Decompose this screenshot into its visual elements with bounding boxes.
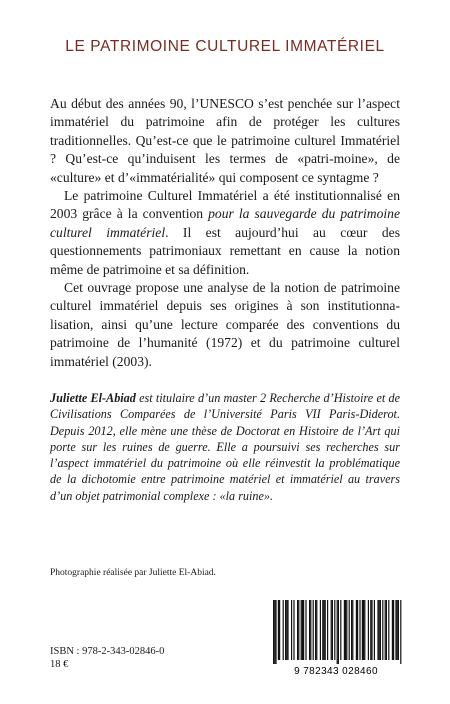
barcode-bar — [371, 600, 372, 660]
barcode-bar — [310, 600, 311, 660]
barcode-bar — [305, 600, 306, 660]
barcode-bar — [316, 600, 317, 660]
barcode-bar — [368, 600, 369, 660]
barcode-bar — [274, 600, 275, 664]
book-title: LE PATRIMOINE CULTUREL IMMATÉRIEL — [65, 38, 385, 55]
barcode-bar — [297, 600, 298, 660]
barcode-bar — [398, 600, 399, 660]
barcode-bar — [340, 600, 341, 660]
barcode-bar — [364, 600, 365, 660]
barcode-bar — [327, 600, 328, 660]
author-bio — [50, 390, 400, 504]
barcode-bar — [279, 600, 280, 660]
barcode-bar — [357, 600, 358, 660]
barcode-bar — [278, 600, 279, 660]
isbn-number: ISBN : 978-2-343-02846-0 — [50, 646, 165, 657]
barcode-bar — [388, 600, 389, 660]
barcode-bar — [362, 600, 363, 660]
barcode-bar — [349, 600, 350, 660]
barcode-bar — [302, 600, 303, 660]
author-bio-text: est titulaire d’un master 2 Recherche d’Histoire et de Civilisations Comparées de l’Université Paris VII Paris-Diderot. Depuis 2012, elle mène une thèse de Doctorat en Histoire de l’Art qui porte sur les ruines de guerre. Elle a poursuivi ses recherches sur l’aspect immatériel du patrimoine où elle réinvestit la problématique de la dichotomie entre patrimoine matériel et immatériel au travers d’un objet patrimonial complexe : «la ruine». — [50, 391, 400, 503]
barcode-bar — [380, 600, 381, 660]
barcode-bar — [345, 600, 346, 660]
paragraph-2-tail: . Il est aujourd’hui au cœur des questionnements patrimoniaux remettant en cause la notion même de patrimoine et sa définition. — [50, 224, 400, 277]
convention-title: pour la sauvegarde du patrimoine culturel immatériel — [50, 206, 400, 240]
barcode-bar — [285, 600, 286, 660]
barcode-bar — [382, 600, 383, 660]
barcode-bar — [287, 600, 288, 660]
barcode-bar — [379, 600, 380, 660]
barcode-bar — [323, 600, 324, 660]
barcode-bar — [385, 600, 386, 660]
barcode-bar — [309, 600, 310, 660]
barcode-bar — [363, 600, 364, 660]
barcode-bar — [344, 600, 345, 660]
barcode-bar — [337, 600, 338, 664]
price: 18 € — [50, 659, 69, 670]
barcode-bar — [352, 600, 353, 660]
paragraph-2-lead: Le patrimoine Culturel Immatériel a été institutionnalisé en 2003 grâce à la convention — [50, 188, 400, 222]
barcode-bar — [315, 600, 316, 660]
barcode-bar — [298, 600, 299, 660]
barcode-digits: 9 782343 028460 — [294, 666, 378, 676]
barcode-bar — [325, 600, 326, 660]
isbn-block — [50, 645, 164, 671]
summary-paragraph-1: Au début des années 90, l’UNESCO s’est penchée sur l’aspect immatériel du patrimoine afin de protéger les cultures traditionnelles. Qu’est-ce que le patrimoine culturel Immatériel ? Qu’est-ce qu’induisent les termes de «patri-moine», de «culture» et d’«immatérialité» qui composent ce syntagme ? — [50, 96, 400, 185]
barcode-bar — [359, 600, 360, 660]
barcode-bar — [303, 600, 304, 660]
barcode-bar — [351, 600, 352, 660]
barcode-bar — [320, 600, 321, 660]
barcode-bar — [392, 600, 393, 660]
barcode-bar — [346, 600, 347, 660]
photo-credit: Photographie réalisée par Juliette El-Abiad. — [50, 568, 216, 578]
barcode-bar — [395, 600, 396, 660]
barcode-bar — [338, 600, 339, 664]
barcode-bar — [393, 600, 394, 660]
author-name: Juliette El-Abiad — [50, 391, 136, 405]
barcode-bar — [283, 600, 284, 660]
barcode-bar — [397, 600, 398, 660]
barcode-bars — [273, 600, 402, 664]
barcode-bar — [275, 600, 276, 664]
summary-paragraph-2 — [50, 187, 400, 279]
barcode-bar — [291, 600, 292, 660]
summary-paragraph-3: Cet ouvrage propose une analyse de la notion de patrimoine culturel immatériel depuis ses origines à son institutionna-lisation, ainsi qu’une lecture comparée des conventions du patrimoine de l’humanité (1972) et du patrimoine culturel immatériel (2003). — [50, 280, 400, 369]
barcode-bar — [377, 600, 378, 660]
barcode-bar — [313, 600, 314, 660]
barcode-bar — [332, 600, 333, 660]
barcode-icon — [270, 598, 402, 676]
barcode-bar — [322, 600, 323, 660]
barcode-bar — [293, 600, 294, 660]
summary-text — [50, 95, 400, 371]
barcode-bar — [334, 600, 335, 660]
barcode-bar — [286, 600, 287, 660]
barcode-bar — [374, 600, 375, 660]
barcode-bar — [356, 600, 357, 660]
barcode-bar — [400, 600, 401, 664]
barcode-bar — [273, 600, 274, 664]
barcode-bar — [331, 600, 332, 660]
barcode-bar — [301, 600, 302, 660]
barcode-bar — [370, 600, 371, 660]
barcode-bar — [386, 600, 387, 660]
